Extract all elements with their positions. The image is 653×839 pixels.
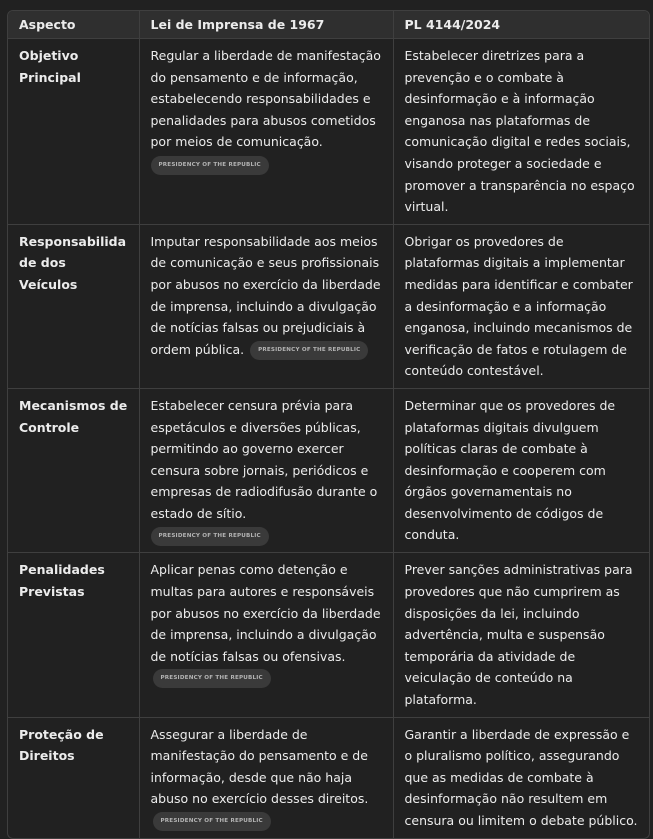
table-header-row: [8, 11, 649, 39]
column-header-aspecto: Aspecto: [8, 11, 139, 39]
source-citation-badge[interactable]: PRESIDENCY OF THE REPUBLIC: [153, 669, 271, 688]
lei1967-text: Regular a liberdade de manifestação do pensamento e de informação, estabelecendo responsabilidades e penalidades para abusos cometidos por meios de comunicação.: [150, 48, 381, 150]
table-row: [8, 224, 649, 388]
source-citation-badge[interactable]: PRESIDENCY OF THE REPUBLIC: [151, 527, 269, 546]
source-citation-badge[interactable]: PRESIDENCY OF THE REPUBLIC: [153, 812, 271, 831]
comparison-table-grid: [8, 11, 649, 838]
table-row: [8, 388, 649, 553]
lei1967-cell: [139, 553, 393, 717]
aspect-cell: Mecanismos de Controle: [8, 388, 139, 553]
aspect-cell: Penalidades Previstas: [8, 553, 139, 717]
table-row: [8, 717, 649, 837]
lei1967-cell: [139, 388, 393, 553]
source-citation-badge[interactable]: PRESIDENCY OF THE REPUBLIC: [250, 341, 368, 360]
source-citation-badge[interactable]: PRESIDENCY OF THE REPUBLIC: [151, 156, 269, 175]
table-row: [8, 553, 649, 717]
column-header-lei-1967: Lei de Imprensa de 1967: [139, 11, 393, 39]
comparison-table: [7, 10, 650, 839]
aspect-cell: Proteção de Direitos: [8, 717, 139, 837]
lei1967-cell: [139, 224, 393, 388]
aspect-cell: Objetivo Principal: [8, 39, 139, 225]
lei1967-text: Imputar responsabilidade aos meios de comunicação e seus profissionais por abusos no exercício da liberdade de imprensa, incluindo a divulgação de notícias falsas ou prejudiciais à ordem pública.: [150, 233, 381, 357]
lei1967-text: Assegurar a liberdade de manifestação do pensamento e de informação, desde que não haja abuso no exercício desses direitos.: [150, 726, 369, 807]
pl2024-cell: Estabelecer diretrizes para a prevenção e o combate à desinformação e à informação enganosa nas plataformas de comunicação digital e redes sociais, visando proteger a sociedade e promover a transparência no espaço virtual.: [393, 39, 649, 225]
lei1967-cell: [139, 717, 393, 837]
lei1967-text: Aplicar penas como detenção e multas para autores e responsáveis por abusos no exercício da liberdade de imprensa, incluindo a divulgação de notícias falsas ou ofensivas.: [150, 562, 381, 664]
lei1967-text: Estabelecer censura prévia para espetáculos e diversões públicas, permitindo ao governo exercer censura sobre jornais, periódicos e empresas de radiodifusão durante o estado de sítio.: [150, 397, 378, 521]
column-header-pl-2024: PL 4144/2024: [393, 11, 649, 39]
pl2024-cell: Prever sanções administrativas para provedores que não cumprirem as disposições da lei, incluindo advertência, multa e suspensão temporária da atividade de veiculação de conteúdo na plataforma.: [393, 553, 649, 717]
lei1967-cell: [139, 39, 393, 225]
table-row: [8, 39, 649, 225]
pl2024-cell: Obrigar os provedores de plataformas digitais a implementar medidas para identificar e combater a desinformação e a informação enganosa, incluindo mecanismos de verificação de fatos e rotulagem de conteúdo contestável.: [393, 224, 649, 388]
pl2024-cell: Garantir a liberdade de expressão e o pluralismo político, assegurando que as medidas de combate à desinformação não resultem em censura ou limitem o debate público.: [404, 726, 638, 828]
pl2024-cell: Determinar que os provedores de plataformas digitais divulguem políticas claras de combate à desinformação e cooperem com órgãos governamentais no desenvolvimento de códigos de conduta.: [393, 388, 649, 553]
aspect-cell: Responsabilidade dos Veículos: [8, 224, 139, 388]
